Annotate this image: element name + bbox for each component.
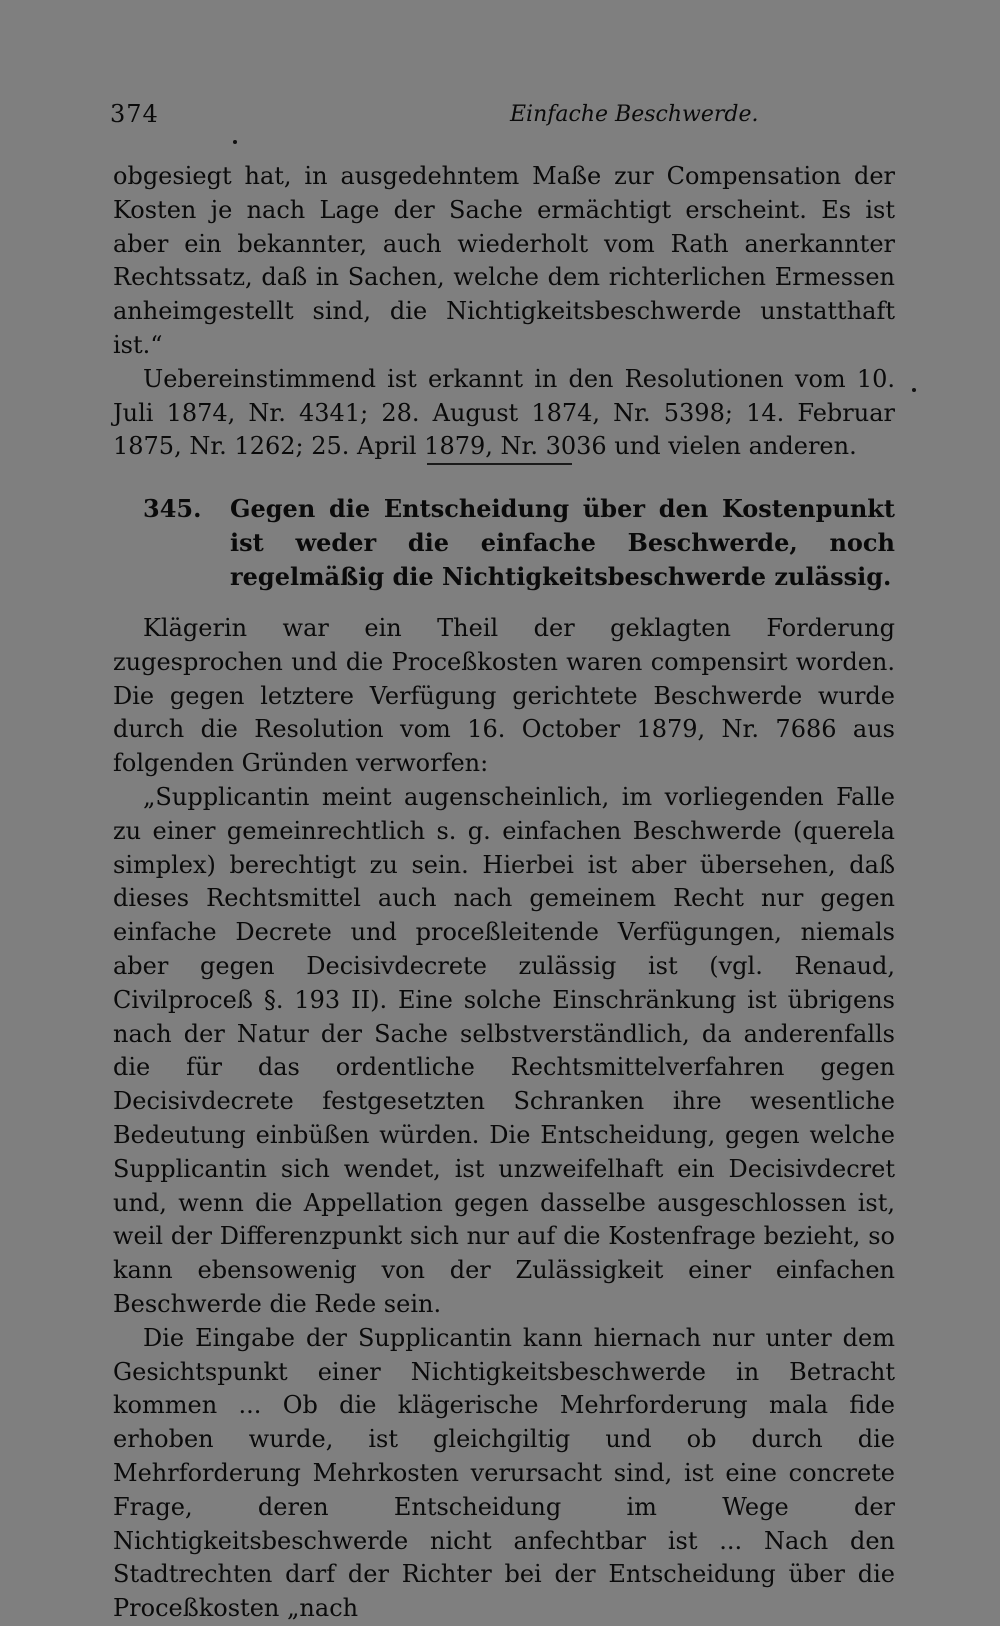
ink-speck xyxy=(233,140,237,144)
paragraph-quoted-resolution: „Supplicantin meint augenscheinlich, im vorliegenden Falle zu einer gemeinrechtlich s. g. einfachen Beschwerde (querela simplex) berechtigt zu sein. Hierbei ist aber übersehen, daß dieses Rechtsmittel auch nach gemeinem Recht nur gegen einfache Decrete und proceßleitende Verfügungen, niemals aber gegen Decisivdecrete zulässig ist (vgl. Renaud, Civilproceß §. 193 II). Eine solche Einschränkung ist übrigens nach der Natur der Sache selbstverständlich, da anderenfalls die für das ordentliche Rechtsmittelverfahren gegen Decisivdecrete festgesetzten Schranken ihre wesentliche Bedeutung einbüßen würden. Die Entscheidung, gegen welche Supplicantin sich wendet, ist unzweifelhaft ein Decisivdecret und, wenn die Appellation gegen dasselbe ausgeschlossen ist, weil der Differenzpunkt sich nur auf die Kostenfrage bezieht, so kann ebensowenig von der Zulässigkeit einer einfachen Beschwerde die Rede sein. xyxy=(113,782,895,1318)
text-block-continued xyxy=(113,160,895,464)
paragraph-facts: Klägerin war ein Theil der geklagten Forderung zugesprochen und die Proceßkosten waren compensirt worden. Die gegen letztere Verfügung gerichtete Beschwerde wurde durch die Resolution vom 16. October 1879, Nr. 7686 aus folgenden Gründen verworfen: xyxy=(113,614,895,778)
ink-speck xyxy=(912,388,916,392)
section-345 xyxy=(113,492,895,602)
paragraph-nullity-complaint: Die Eingabe der Supplicantin kann hiernach nur unter dem Gesichtspunkt einer Nichtigkeitsbeschwerde in Betracht kommen ... Ob die klägerische Mehrforderung mala fide erhoben wurde, ist gleichgiltig und ob durch die Mehrforderung Mehrkosten verursacht sind, ist eine concrete Frage, deren Entscheidung im Wege der Nichtigkeitsbeschwerde nicht anfechtbar ist ... Nach den Stadtrechten darf der Richter bei der Entscheidung über die Proceßkosten „nach xyxy=(113,1323,895,1623)
paragraph-continued: obgesiegt hat, in ausgedehntem Maße zur Compensation der Kosten je nach Lage der Sache ermächtigt erscheint. Es ist aber ein bekannter, auch wiederholt vom Rath anerkannter Rechtssatz, daß in Sachen, welche dem richterlichen Ermessen anheimgestellt sind, die Nichtigkeitsbeschwerde unstatthaft ist.“ xyxy=(113,162,895,359)
section-heading: Gegen die Entscheidung über den Kostenpunkt ist weder die einfache Beschwerde, noch regelmäßig die Nichtigkeitsbeschwerde zulässig. xyxy=(230,494,895,591)
page-number: 374 xyxy=(110,100,159,128)
paragraph-concurring-resolutions: Uebereinstimmend ist erkannt in den Resolutionen vom 10. Juli 1874, Nr. 4341; 28. August 1874, Nr. 5398; 14. Februar 1875, Nr. 1262; 25. April 1879, Nr. 3036 und vielen anderen. xyxy=(113,364,895,461)
section-divider-rule xyxy=(427,463,572,465)
page-header xyxy=(110,100,890,140)
section-number: 345. xyxy=(143,494,202,523)
running-title: Einfache Beschwerde. xyxy=(510,102,759,127)
text-block-section-345 xyxy=(113,612,895,1626)
